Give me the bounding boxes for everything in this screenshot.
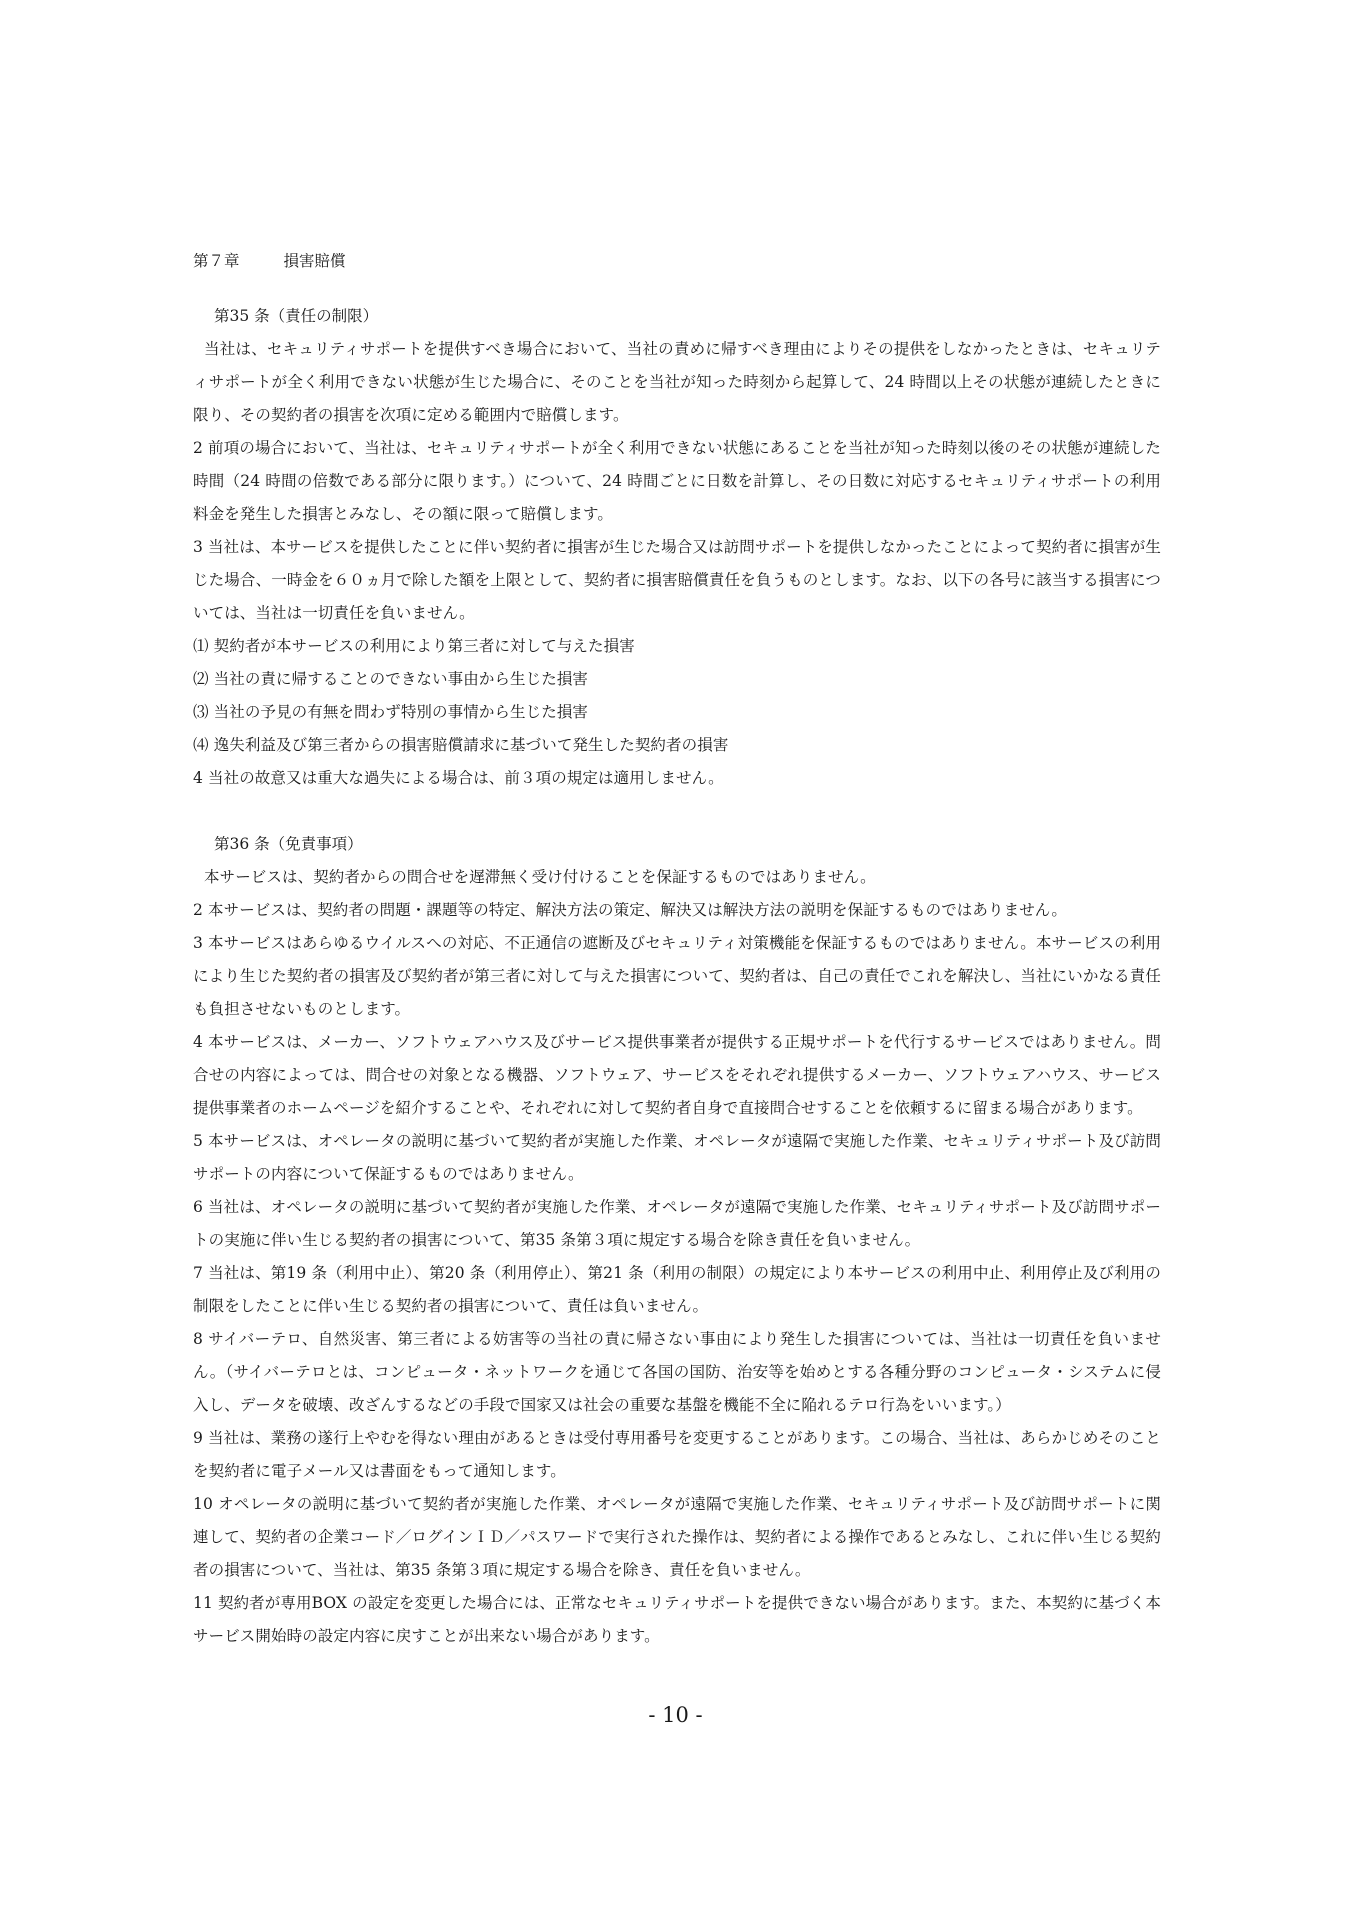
article-paragraph: 2 本サービスは、契約者の問題・課題等の特定、解決方法の策定、解決又は解決方法の説明を保証するものではありません。 xyxy=(193,901,1067,919)
list-item: ⑴ 契約者が本サービスの利用により第三者に対して与えた損害 xyxy=(193,637,635,655)
article-paragraph: 3 本サービスはあらゆるウイルスへの対応、不正通信の遮断及びセキュリティ対策機能を保証するものではありません。本サービスの利用により生じた契約者の損害及び契約者が第三者に対して与えた損害について、契約者は、自己の責任でこれを解決し、当社にいかなる責任も負担させないものとします。 xyxy=(193,934,1161,1018)
article-paragraph: 2 前項の場合において、当社は、セキュリティサポートが全く利用できない状態にあることを当社が知った時刻以後のその状態が連続した時間（24 時間の倍数である部分に限ります。）について、24 時間ごとに日数を計算し、その日数に対応するセキュリティサポートの利用料金を発生した損害とみなし、その額に限って賠償します。 xyxy=(193,439,1161,523)
article-paragraph: 8 サイバーテロ、自然災害、第三者による妨害等の当社の責に帰さない事由により発生した損害については、当社は一切責任を負いません。（サイバーテロとは、コンピュータ・ネットワークを通じて各国の国防、治安等を始めとする各種分野のコンピュータ・システムに侵入し、データを破壊、改ざんするなどの手段で国家又は社会の重要な基盤を機能不全に陥れるテロ行為をいいます。） xyxy=(193,1330,1161,1414)
article-heading: 第35 条（責任の制限） xyxy=(214,307,379,325)
chapter-title: 損害賠償 xyxy=(283,252,346,270)
article-paragraph: 9 当社は、業務の遂行上やむを得ない理由があるときは受付専用番号を変更することがあります。この場合、当社は、あらかじめそのことを契約者に電子メール又は書面をもって通知します。 xyxy=(193,1429,1161,1480)
chapter-number: 第７章 xyxy=(193,252,240,270)
article-heading: 第36 条（免責事項） xyxy=(214,835,363,853)
article-paragraph: 7 当社は、第19 条（利用中止）、第20 条（利用停止）、第21 条（利用の制限）の規定により本サービスの利用中止、利用停止及び利用の制限をしたことに伴い生じる契約者の損害について、責任は負いません。 xyxy=(193,1264,1161,1315)
article-paragraph: 11 契約者が専用BOX の設定を変更した場合には、正常なセキュリティサポートを提供できない場合があります。また、本契約に基づく本サービス開始時の設定内容に戻すことが出来ない場合があります。 xyxy=(193,1594,1161,1645)
article-paragraph: 6 当社は、オペレータの説明に基づいて契約者が実施した作業、オペレータが遠隔で実施した作業、セキュリティサポート及び訪問サポートの実施に伴い生じる契約者の損害について、第35 条第３項に規定する場合を除き責任を負いません。 xyxy=(193,1198,1161,1249)
article-paragraph: 本サービスは、契約者からの問合せを遅滞無く受け付けることを保証するものではありません。 xyxy=(204,868,876,886)
article-35 xyxy=(193,300,1161,795)
article-36 xyxy=(193,828,1161,1653)
article-paragraph: 3 当社は、本サービスを提供したことに伴い契約者に損害が生じた場合又は訪問サポートを提供しなかったことによって契約者に損害が生じた場合、一時金を６０ヵ月で除した額を上限として、契約者に損害賠償責任を負うものとします。なお、以下の各号に該当する損害については、当社は一切責任を負いません。 xyxy=(193,538,1161,622)
article-paragraph: 5 本サービスは、オペレータの説明に基づいて契約者が実施した作業、オペレータが遠隔で実施した作業、セキュリティサポート及び訪問サポートの内容について保証するものではありません。 xyxy=(193,1132,1161,1183)
article-paragraph: 当社は、セキュリティサポートを提供すべき場合において、当社の責めに帰すべき理由によりその提供をしなかったときは、セキュリティサポートが全く利用できない状態が生じた場合に、そのことを当社が知った時刻から起算して、24 時間以上その状態が連続したときに限り、その契約者の損害を次項に定める範囲内で賠償します。 xyxy=(193,340,1161,424)
chapter-heading xyxy=(193,245,1161,277)
list-item: ⑷ 逸失利益及び第三者からの損害賠償請求に基づいて発生した契約者の損害 xyxy=(193,736,729,754)
article-paragraph: 4 当社の故意又は重大な過失による場合は、前３項の規定は適用しません。 xyxy=(193,769,724,787)
article-paragraph: 10 オペレータの説明に基づいて契約者が実施した作業、オペレータが遠隔で実施した作業、セキュリティサポート及び訪問サポートに関連して、契約者の企業コード／ログインＩＤ／パスワードで実行された操作は、契約者による操作であるとみなし、これに伴い生じる契約者の損害について、当社は、第35 条第３項に規定する場合を除き、責任を負いません。 xyxy=(193,1495,1161,1579)
list-item: ⑵ 当社の責に帰することのできない事由から生じた損害 xyxy=(193,670,589,688)
document-page xyxy=(193,245,1161,1653)
list-item: ⑶ 当社の予見の有無を問わず特別の事情から生じた損害 xyxy=(193,703,589,721)
page-number: - 10 - xyxy=(648,1703,703,1727)
article-paragraph: 4 本サービスは、メーカー、ソフトウェアハウス及びサービス提供事業者が提供する正規サポートを代行するサービスではありません。問合せの内容によっては、問合せの対象となる機器、ソフトウェア、サービスをそれぞれ提供するメーカー、ソフトウェアハウス、サービス提供事業者のホームページを紹介することや、それぞれに対して契約者自身で直接問合せすることを依頼するに留まる場合があります。 xyxy=(193,1033,1161,1117)
